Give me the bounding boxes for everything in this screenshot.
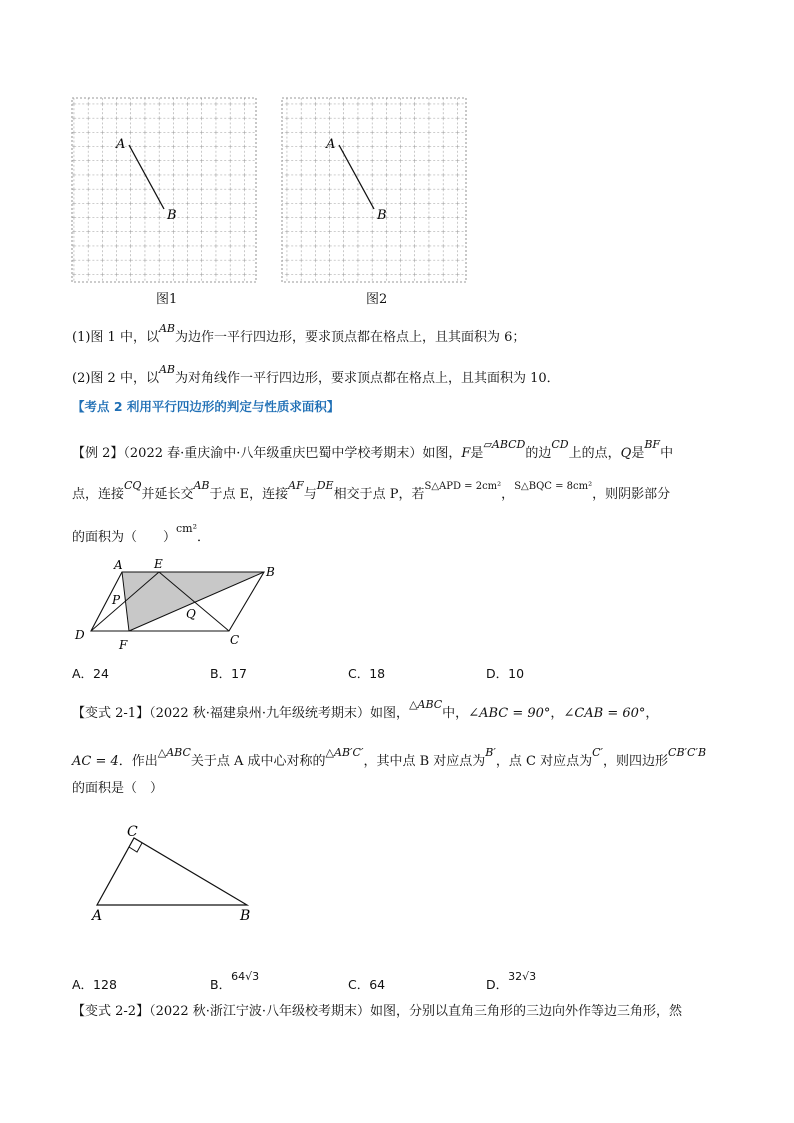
grid-figure-2 [282,98,466,282]
variant2-1-option-c: C．64 [348,977,386,992]
example2-option-b: B．17 [210,666,247,681]
variant2-1-option-a: A．128 [72,977,117,992]
grid-figure-1 [72,98,256,282]
caption-fig2: 图2 [366,292,388,307]
example2-figure [60,555,290,655]
variant2-1-line2: AC = 4．作出$^{\triangle ABC}$关于点 A 成中心对称的$^{\triangle AB'C'}$，其中点 B 对应点为$^{B'}$，点 C 对应点为$^{C'}$，则四边形$^{CB'C'B}$ [72,746,707,769]
label-c: C [230,633,240,647]
example2-line3: 的面积为（ ）$^{cm^2}$． [72,522,211,545]
label-p: P [112,593,121,607]
example2-option-c: C．18 [348,666,386,681]
variant2-1-line1: 【变式 2-1】（2022 秋·福建泉州·九年级统考期末）如图，$^{\triangle ABC}$中，∠ABC = 90°，∠CAB = 60°， [72,698,659,721]
label-d: D [75,628,85,642]
example2-option-a: A．24 [72,666,109,681]
label-b: B [266,565,275,579]
label-c-tri: C [127,824,138,840]
caption-fig1: 图1 [156,292,178,307]
example2-line1: 【例 2】（2022 春·重庆渝中·八年级重庆巴蜀中学校考期末）如图，F是$^{▱ABCD}$的边$^{CD}$上的点，Q是$^{BF}$中 [72,438,674,461]
variant2-1-option-d: D．32√3 [486,970,537,992]
variant2-1-option-b: B．64√3 [210,970,260,992]
grid-figures [60,90,490,310]
label-a-fig1: A [116,137,126,152]
triangle-abc [97,838,247,905]
label-a-fig2: A [326,137,336,152]
label-q: Q [186,607,196,621]
section-heading: 【考点 2 利用平行四边形的判定与性质求面积】 [72,399,340,414]
label-b-fig1: B [167,208,177,223]
label-b-tri: B [240,908,251,924]
example2-option-d: D．10 [486,666,525,681]
label-e: E [154,557,163,571]
example2-line2: 点，连接$^{CQ}$并延长交$^{AB}$于点 E，连接$^{AF}$与$^{DE}$相交于点 P，若$^{S\triangle APD = 2cm^2}$，$^{S\triangle BQC = 8cm^2}$，则阴影部分 [72,479,671,502]
variant2-2-line1: 【变式 2-2】（2022 秋·浙江宁波·八年级校考期末）如图，分别以直角三角形的三边向外作等边三角形，然 [72,1004,683,1019]
label-a: A [114,558,123,572]
label-a-tri: A [92,908,103,924]
problem1-part1: (1)图 1 中，以$^{AB}$为边作一平行四边形，要求顶点都在格点上，且其面积为 6； [72,322,526,345]
label-f: F [119,638,128,652]
variant2-1-figure [85,818,265,928]
problem1-part2: (2)图 2 中，以$^{AB}$为对角线作一平行四边形，要求顶点都在格点上，且其面积为 10． [72,363,560,386]
variant2-1-line3: 的面积是（ ） [72,781,164,796]
label-b-fig2: B [377,208,387,223]
